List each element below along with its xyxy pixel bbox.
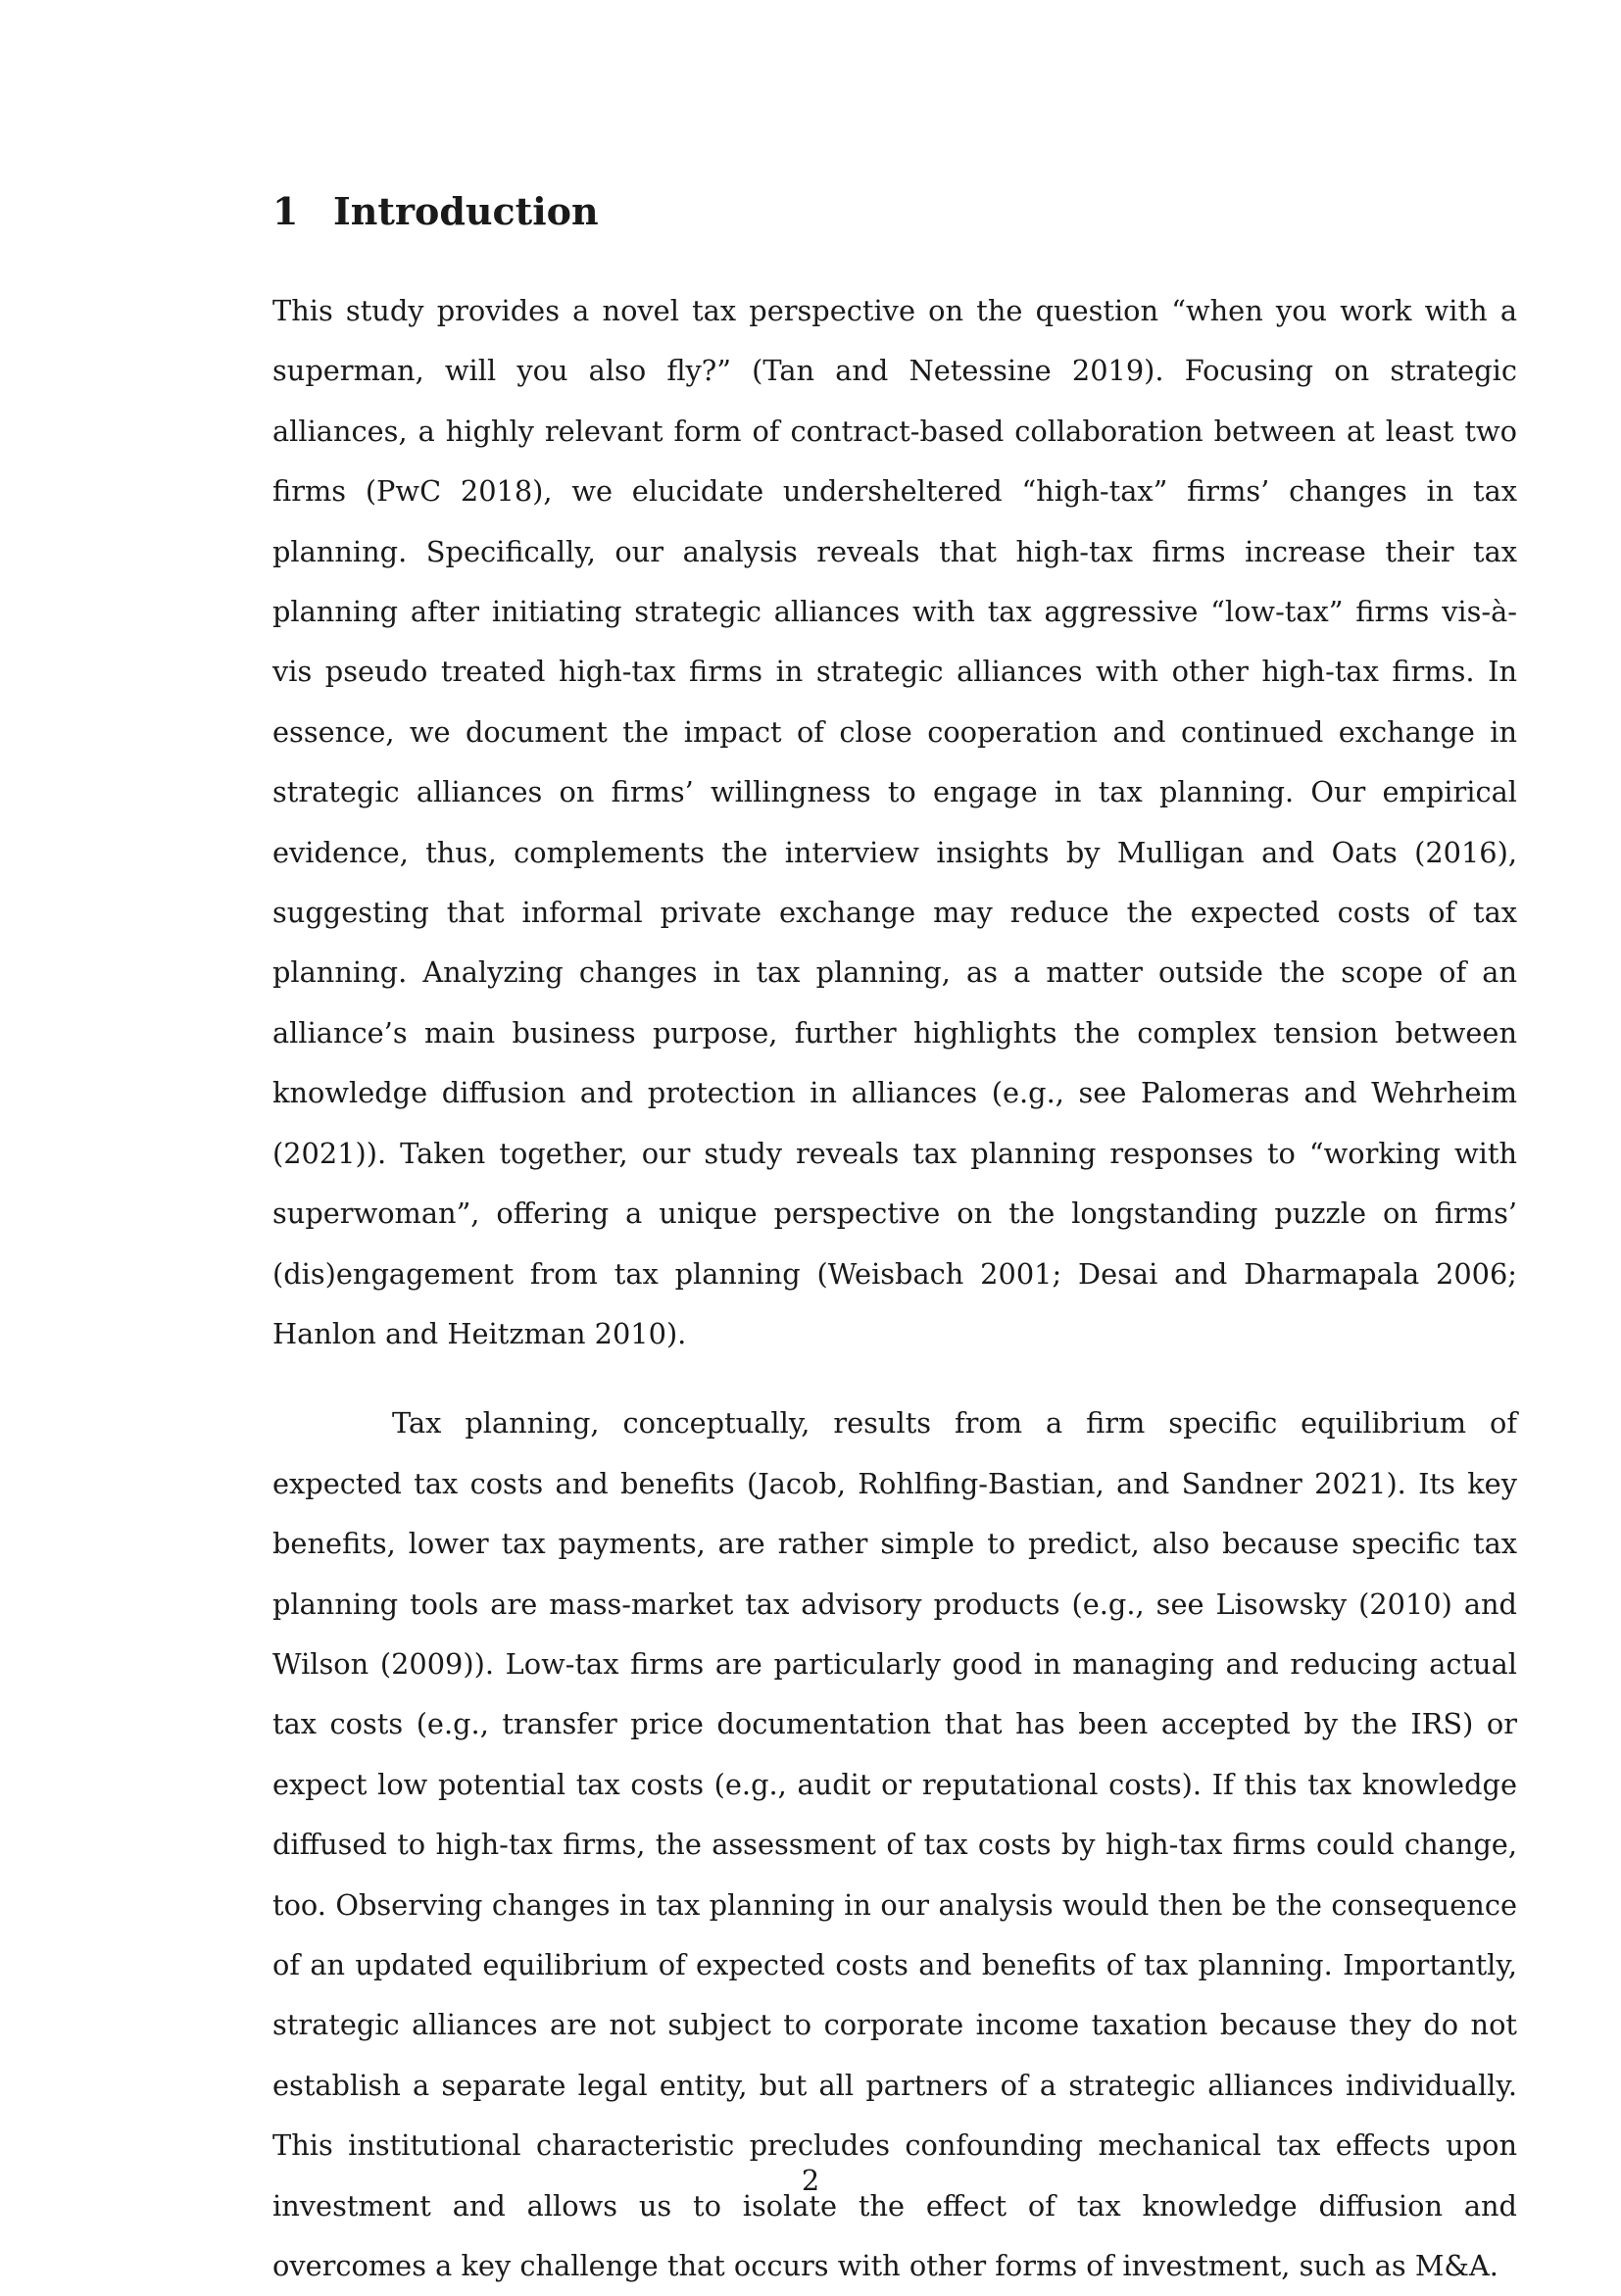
body-text [272, 281, 1517, 2296]
section-heading [272, 184, 1351, 239]
page-number: 2 [801, 2164, 820, 2197]
section-number: 1 [272, 189, 299, 233]
section-title: Introduction [333, 189, 599, 233]
paragraph-1: This study provides a novel tax perspective on the question “when you work with a superman, will you also fly?” (Tan and Netessine 2019). Focusing on strategic alliances, a highly relevant form of contract-based collaboration between at least two firms (PwC 2018), we elucidate undersheltered “high-tax” firms’ changes in tax planning. Specifically, our analysis reveals that high-tax firms increase their tax planning after initiating strategic alliances with tax aggressive “low-tax” firms vis-à-vis pseudo treated high-tax firms in strategic alliances with other high-tax firms. In essence, we document the impact of close cooperation and continued exchange in strategic alliances on firms’ willingness to engage in tax planning. Our empirical evidence, thus, complements the interview insights by Mulligan and Oats (2016), suggesting that informal private exchange may reduce the expected costs of tax planning. Analyzing changes in tax planning, as a matter outside the scope of an alliance’s main business purpose, further highlights the complex tension between knowledge diffusion and protection in alliances (e.g., see Palomeras and Wehrheim (2021)). Taken together, our study reveals tax planning responses to “working with superwoman”, offering a unique perspective on the longstanding puzzle on firms’ (dis)engagement from tax planning (Weisbach 2001; Desai and Dharmapala 2006; Hanlon and Heitzman 2010). [272, 294, 1517, 1350]
paragraph-2: Tax planning, conceptually, results from a firm specific equilibrium of expected tax costs and benefits (Jacob, Rohlfing-Bastian, and Sandner 2021). Its key benefits, lower tax payments, are rather simple to predict, also because specific tax planning tools are mass-market tax advisory products (e.g., see Lisowsky (2010) and Wilson (2009)). Low-tax firms are particularly good in managing and reducing actual tax costs (e.g., transfer price documentation that has been accepted by the IRS) or expect low potential tax costs (e.g., audit or reputational costs). If this tax knowledge diffused to high-tax firms, the assessment of tax costs by high-tax firms could change, too. Observing changes in tax planning in our analysis would then be the consequence of an updated equilibrium of expected costs and benefits of tax planning. Importantly, strategic alliances are not subject to corporate income taxation because they do not establish a separate legal entity, but all partners of a strategic alliances individually. This institutional characteristic precludes confounding mechanical tax effects upon investment and allows us to isolate the effect of tax knowledge diffusion and overcomes a key challenge that occurs with other forms of investment, such as M&A. [272, 1406, 1517, 2282]
